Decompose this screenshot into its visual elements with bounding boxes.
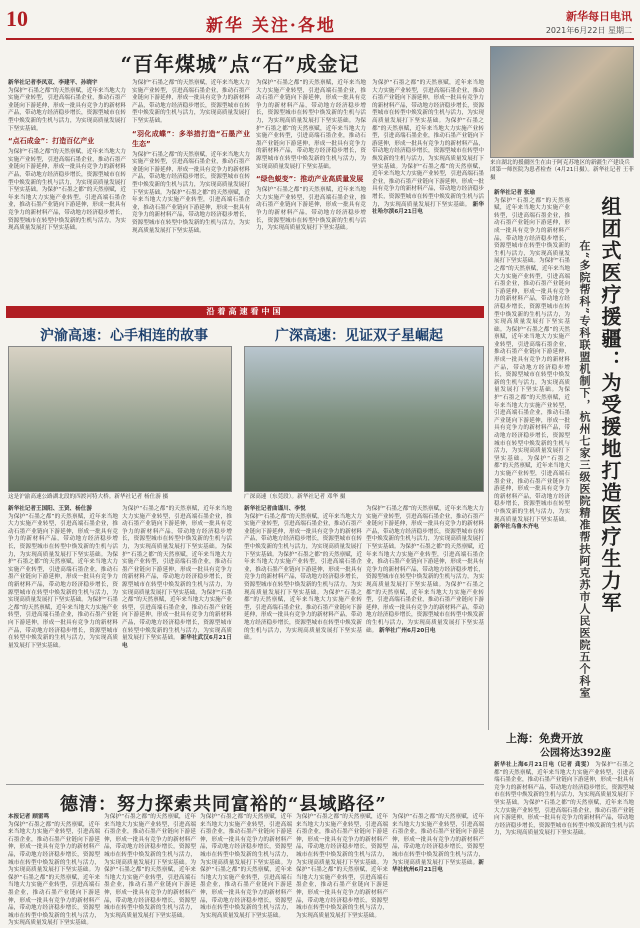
- bridge-photo-caption: 这是沪渝高速公路湖北段的四渡河特大桥。新华社记者 杨仕游 摄: [8, 494, 169, 500]
- feature1-title: 沪渝高速：心手相连的故事: [40, 328, 208, 344]
- feature2-byline: 新华社记者曲谨川、李悦: [244, 506, 306, 512]
- masthead-brand: 新华每日电讯: [566, 10, 632, 23]
- bottom-column-2: 为保护“石墨之都”的天然禀赋，近年来当地大力实施产业转型，引进高端石墨企业，推动石墨产业链向下游延伸，形成一批具有竞争力的新材料产品，带动地方经济稳步增长，资源型城市在转型中焕发新的生机与活力，为实现高质量发展打下坚实基础。为保护“石墨之都”的天然禀赋，近年来当地大力实施产业转型，引进高端石墨企业，推动石墨产业链向下游延伸，形成一批具有竞争力的新材料产品，带动地方经济稳步增长，资源型城市在转型中焕发新的生机与活力，为实现高质量发展打下坚实基础。: [104, 814, 196, 919]
- series-band: 沿着高速看中国: [6, 306, 484, 318]
- bottom-byline: 本报记者 顾雷鸣: [8, 814, 50, 820]
- feature1-column-1: 新华社记者王国阳、王贤、杨仕游 为保护“石墨之都”的天然禀赋，近年来当地大力实施产业转型，引进高端石墨企业，推动石墨产业链向下游延伸，形成一批具有竞争力的新材料产品，带动地方经济稳步增长，资源型城市在转型中焕发新的生机与活力，为实现高质量发展打下坚实基础。为保护“石墨之都”的天然禀赋，近年来当地大力实施产业转型，引进高端石墨企业，推动石墨产业链向下游延伸，形成一批具有竞争力的新材料产品，带动地方经济稳步增长，资源型城市在转型中焕发新的生机与活力，为实现高质量发展打下坚实基础。为保护“石墨之都”的天然禀赋，近年来当地大力实施产业转型，引进高端石墨企业，推动石墨产业链向下游延伸，形成一批具有竞争力的新材料产品，带动地方经济稳步增长，资源型城市在转型中焕发新的生机与活力，为实现高质量发展打下坚实基础。: [8, 506, 118, 649]
- feature2-title: 广深高速：见证双子星崛起: [275, 328, 443, 344]
- feature1-dateline: 新华社武汉6月21日电: [122, 635, 232, 649]
- bottom-column-1: 本报记者 顾雷鸣 为保护“石墨之都”的天然禀赋，近年来当地大力实施产业转型，引进高端石墨企业，推动石墨产业链向下游延伸，形成一批具有竞争力的新材料产品，带动地方经济稳步增长，资源型城市在转型中焕发新的生机与活力，为实现高质量发展打下坚实基础。为保护“石墨之都”的天然禀赋，近年来当地大力实施产业转型，引进高端石墨企业，推动石墨产业链向下游延伸，形成一批具有竞争力的新材料产品，带动地方经济稳步增长，资源型城市在转型中焕发新的生机与活力，为实现高质量发展打下坚实基础。: [8, 814, 100, 927]
- highway-photo: [244, 346, 484, 492]
- lead-dateline: 新华社哈尔滨6月21日电: [372, 201, 484, 216]
- section-divider: [6, 784, 484, 785]
- shanghai-dateline: 新华社上海6月21日电（记者 龚雯）: [494, 762, 593, 768]
- issue-date: 2021年6月22日 星期二: [545, 26, 632, 35]
- medical-photo-caption: 来自湖北的援疆医生在由于阿克苏地区的新疆生产建设兵团第一师医院为患者检查（4月21日摄）。新华社记者 王菲 摄: [490, 160, 634, 181]
- bottom-column-5: 为保护“石墨之都”的天然禀赋，近年来当地大力实施产业转型，引进高端石墨企业，推动石墨产业链向下游延伸，形成一批具有竞争力的新材料产品，带动地方经济稳步增长，资源型城市在转型中焕发新的生机与活力，为实现高质量发展打下坚实基础。新华社杭州6月21日电: [392, 814, 484, 874]
- lead-title: “百年煤城”点“石”成金记: [120, 52, 360, 76]
- lead-subhead-3: “绿色蜕变”：推动产业高质量发展: [256, 175, 364, 184]
- lead-column-4: 为保护“石墨之都”的天然禀赋，近年来当地大力实施产业转型，引进高端石墨企业，推动石墨产业链向下游延伸，形成一批具有竞争力的新材料产品，带动地方经济稳步增长，资源型城市在转型中焕发新的生机与活力，为实现高质量发展打下坚实基础。为保护“石墨之都”的天然禀赋，近年来当地大力实施产业转型，引进高端石墨企业，推动石墨产业链向下游延伸，形成一批具有竞争力的新材料产品，带动地方经济稳步增长，资源型城市在转型中焕发新的生机与活力，为实现高质量发展打下坚实基础。为保护“石墨之都”的天然禀赋，近年来当地大力实施产业转型，引进高端石墨企业，推动石墨产业链向下游延伸，形成一批具有竞争力的新材料产品，带动地方经济稳步增长，资源型城市在转型中焕发新的生机与活力，为实现高质量发展打下坚实基础。 新华社哈尔滨6月21日电: [372, 80, 484, 216]
- lead-column-3: 为保护“石墨之都”的天然禀赋，近年来当地大力实施产业转型，引进高端石墨企业，推动石墨产业链向下游延伸，形成一批具有竞争力的新材料产品，带动地方经济稳步增长，资源型城市在转型中焕发新的生机与活力，为实现高质量发展打下坚实基础。为保护“石墨之都”的天然禀赋，近年来当地大力实施产业转型，引进高端石墨企业，推动石墨产业链向下游延伸，形成一批具有竞争力的新材料产品，带动地方经济稳步增长，资源型城市在转型中焕发新的生机与活力，为实现高质量发展打下坚实基础。 “绿色蜕变”：推动产业高质量发展 为保护“石墨之都”的天然禀赋，近年来当地大力实施产业转型，引进高端石墨企业，推动石墨产业链向下游延伸，形成一批具有竞争力的新材料产品，带动地方经济稳步增长，资源型城市在转型中焕发新的生机与活力，为实现高质量发展打下坚实基础。: [256, 80, 366, 232]
- feature2-dateline: 新华社广州6月20日电: [378, 627, 436, 634]
- side-dateline: 新华社乌鲁木齐电: [494, 524, 539, 531]
- side-subtitle: 在“多院帮科”专科联盟机制下，杭州七家三级医院精准帮扶阿克苏市人民医院五个科室: [578, 240, 591, 699]
- feature1-column-2: 为保护“石墨之都”的天然禀赋，近年来当地大力实施产业转型，引进高端石墨企业，推动石墨产业链向下游延伸，形成一批具有竞争力的新材料产品，带动地方经济稳步增长，资源型城市在转型中焕发新的生机与活力，为实现高质量发展打下坚实基础。为保护“石墨之都”的天然禀赋，近年来当地大力实施产业转型，引进高端石墨企业，推动石墨产业链向下游延伸，形成一批具有竞争力的新材料产品，带动地方经济稳步增长，资源型城市在转型中焕发新的生机与活力，为实现高质量发展打下坚实基础。为保护“石墨之都”的天然禀赋，近年来当地大力实施产业转型，引进高端石墨企业，推动石墨产业链向下游延伸，形成一批具有竞争力的新材料产品，带动地方经济稳步增长，资源型城市在转型中焕发新的生机与活力，为实现高质量发展打下坚实基础。 新华社武汉6月21日电: [122, 506, 232, 649]
- lead-subhead-2: “羽化成蝶”：多举措打造“石墨产业生态”: [132, 129, 250, 148]
- lead-column-2: 为保护“石墨之都”的天然禀赋，近年来当地大力实施产业转型，引进高端石墨企业，推动石墨产业链向下游延伸，形成一批具有竞争力的新材料产品，带动地方经济稳步增长，资源型城市在转型中焕发新的生机与活力，为实现高质量发展打下坚实基础。 “羽化成蝶”：多举措打造“石墨产业生态” 为保护“石墨之都”的天然禀赋，近年来当地大力实施产业转型，引进高端石墨企业，推动石墨产业链向下游延伸，形成一批具有竞争力的新材料产品，带动地方经济稳步增长，资源型城市在转型中焕发新的生机与活力，为实现高质量发展打下坚实基础。为保护“石墨之都”的天然禀赋，近年来当地大力实施产业转型，引进高端石墨企业，推动石墨产业链向下游延伸，形成一批具有竞争力的新材料产品，带动地方经济稳步增长，资源型城市在转型中焕发新的生机与活力，为实现高质量发展打下坚实基础。: [132, 80, 250, 234]
- side-title: 组团式医疗援疆：为受援地打造医疗生力军: [598, 196, 622, 614]
- bottom-dateline: 新华社杭州6月21日电: [392, 859, 484, 874]
- side-byline: 新华社记者 张瑜: [494, 190, 536, 196]
- shanghai-column: 新华社上海6月21日电（记者 龚雯） 为保护“石墨之都”的天然禀赋，近年来当地大力实施产业转型，引进高端石墨企业，推动石墨产业链向下游延伸，形成一批具有竞争力的新材料产品，带动地方经济稳步增长，资源型城市在转型中焕发新的生机与活力，为实现高质量发展打下坚实基础。为保护“石墨之都”的天然禀赋，近年来当地大力实施产业转型，引进高端石墨企业，推动石墨产业链向下游延伸，形成一批具有竞争力的新材料产品，带动地方经济稳步增长，资源型城市在转型中焕发新的生机与活力，为实现高质量发展打下坚实基础。: [494, 762, 634, 837]
- side-column: 新华社记者 张瑜 为保护“石墨之都”的天然禀赋，近年来当地大力实施产业转型，引进高端石墨企业，推动石墨产业链向下游延伸，形成一批具有竞争力的新材料产品，带动地方经济稳步增长，资源型城市在转型中焕发新的生机与活力，为实现高质量发展打下坚实基础。为保护“石墨之都”的天然禀赋，近年来当地大力实施产业转型，引进高端石墨企业，推动石墨产业链向下游延伸，形成一批具有竞争力的新材料产品，带动地方经济稳步增长，资源型城市在转型中焕发新的生机与活力，为实现高质量发展打下坚实基础。为保护“石墨之都”的天然禀赋，近年来当地大力实施产业转型，引进高端石墨企业，推动石墨产业链向下游延伸，形成一批具有竞争力的新材料产品，带动地方经济稳步增长，资源型城市在转型中焕发新的生机与活力，为实现高质量发展打下坚实基础。为保护“石墨之都”的天然禀赋，近年来当地大力实施产业转型，引进高端石墨企业，推动石墨产业链向下游延伸，形成一批具有竞争力的新材料产品，带动地方经济稳步增长，资源型城市在转型中焕发新的生机与活力，为实现高质量发展打下坚实基础。为保护“石墨之都”的天然禀赋，近年来当地大力实施产业转型，引进高端石墨企业，推动石墨产业链向下游延伸，形成一批具有竞争力的新材料产品，带动地方经济稳步增长，资源型城市在转型中焕发新的生机与活力，为实现高质量发展打下坚实基础。 新华社乌鲁木齐电: [494, 190, 570, 531]
- feature1-byline: 新华社记者王国阳、王贤、杨仕游: [8, 506, 92, 512]
- page-header: [6, 6, 634, 40]
- section-title: 新华 关注·各地: [206, 16, 336, 36]
- shanghai-title-2: 公园将达392座: [540, 748, 611, 759]
- bottom-column-3: 为保护“石墨之都”的天然禀赋，近年来当地大力实施产业转型，引进高端石墨企业，推动石墨产业链向下游延伸，形成一批具有竞争力的新材料产品，带动地方经济稳步增长，资源型城市在转型中焕发新的生机与活力，为实现高质量发展打下坚实基础。为保护“石墨之都”的天然禀赋，近年来当地大力实施产业转型，引进高端石墨企业，推动石墨产业链向下游延伸，形成一批具有竞争力的新材料产品，带动地方经济稳步增长，资源型城市在转型中焕发新的生机与活力，为实现高质量发展打下坚实基础。: [200, 814, 292, 919]
- highway-photo-caption: 广深高速（东莞段）。新华社记者 邓华 摄: [244, 494, 346, 500]
- lead-byline: 新华社记者李凤双、李建平、孙晓宇: [8, 80, 98, 86]
- lead-subhead-1: “点石成金”：打造百亿产业: [8, 137, 95, 146]
- shanghai-title: 上海：免费开放: [506, 732, 583, 745]
- bottom-title: 德清：努力探索共同富裕的“县域路径”: [60, 794, 387, 815]
- lead-column-1: 新华社记者李凤双、李建平、孙晓宇 为保护“石墨之都”的天然禀赋，近年来当地大力实施产业转型，引进高端石墨企业，推动石墨产业链向下游延伸，形成一批具有竞争力的新材料产品，带动地方经济稳步增长，资源型城市在转型中焕发新的生机与活力，为实现高质量发展打下坚实基础。 “点石成金”：打造百亿产业 为保护“石墨之都”的天然禀赋，近年来当地大力实施产业转型，引进高端石墨企业，推动石墨产业链向下游延伸，形成一批具有竞争力的新材料产品，带动地方经济稳步增长，资源型城市在转型中焕发新的生机与活力，为实现高质量发展打下坚实基础。为保护“石墨之都”的天然禀赋，近年来当地大力实施产业转型，引进高端石墨企业，推动石墨产业链向下游延伸，形成一批具有竞争力的新材料产品，带动地方经济稳步增长，资源型城市在转型中焕发新的生机与活力，为实现高质量发展打下坚实基础。: [8, 80, 126, 232]
- medical-photo: [490, 46, 634, 158]
- bridge-photo: [8, 346, 232, 492]
- column-divider: [488, 190, 489, 730]
- bottom-column-4: 为保护“石墨之都”的天然禀赋，近年来当地大力实施产业转型，引进高端石墨企业，推动石墨产业链向下游延伸，形成一批具有竞争力的新材料产品，带动地方经济稳步增长，资源型城市在转型中焕发新的生机与活力，为实现高质量发展打下坚实基础。为保护“石墨之都”的天然禀赋，近年来当地大力实施产业转型，引进高端石墨企业，推动石墨产业链向下游延伸，形成一批具有竞争力的新材料产品，带动地方经济稳步增长，资源型城市在转型中焕发新的生机与活力，为实现高质量发展打下坚实基础。: [296, 814, 388, 919]
- page-number: 10: [6, 6, 28, 31]
- feature2-column-1: 新华社记者曲谨川、李悦 为保护“石墨之都”的天然禀赋，近年来当地大力实施产业转型，引进高端石墨企业，推动石墨产业链向下游延伸，形成一批具有竞争力的新材料产品，带动地方经济稳步增长，资源型城市在转型中焕发新的生机与活力，为实现高质量发展打下坚实基础。为保护“石墨之都”的天然禀赋，近年来当地大力实施产业转型，引进高端石墨企业，推动石墨产业链向下游延伸，形成一批具有竞争力的新材料产品，带动地方经济稳步增长，资源型城市在转型中焕发新的生机与活力，为实现高质量发展打下坚实基础。为保护“石墨之都”的天然禀赋，近年来当地大力实施产业转型，引进高端石墨企业，推动石墨产业链向下游延伸，形成一批具有竞争力的新材料产品，带动地方经济稳步增长，资源型城市在转型中焕发新的生机与活力，为实现高质量发展打下坚实基础。: [244, 506, 362, 642]
- feature2-column-2: 为保护“石墨之都”的天然禀赋，近年来当地大力实施产业转型，引进高端石墨企业，推动石墨产业链向下游延伸，形成一批具有竞争力的新材料产品，带动地方经济稳步增长，资源型城市在转型中焕发新的生机与活力，为实现高质量发展打下坚实基础。为保护“石墨之都”的天然禀赋，近年来当地大力实施产业转型，引进高端石墨企业，推动石墨产业链向下游延伸，形成一批具有竞争力的新材料产品，带动地方经济稳步增长，资源型城市在转型中焕发新的生机与活力，为实现高质量发展打下坚实基础。为保护“石墨之都”的天然禀赋，近年来当地大力实施产业转型，引进高端石墨企业，推动石墨产业链向下游延伸，形成一批具有竞争力的新材料产品，带动地方经济稳步增长，资源型城市在转型中焕发新的生机与活力，为实现高质量发展打下坚实基础。 新华社广州6月20日电: [366, 506, 484, 634]
